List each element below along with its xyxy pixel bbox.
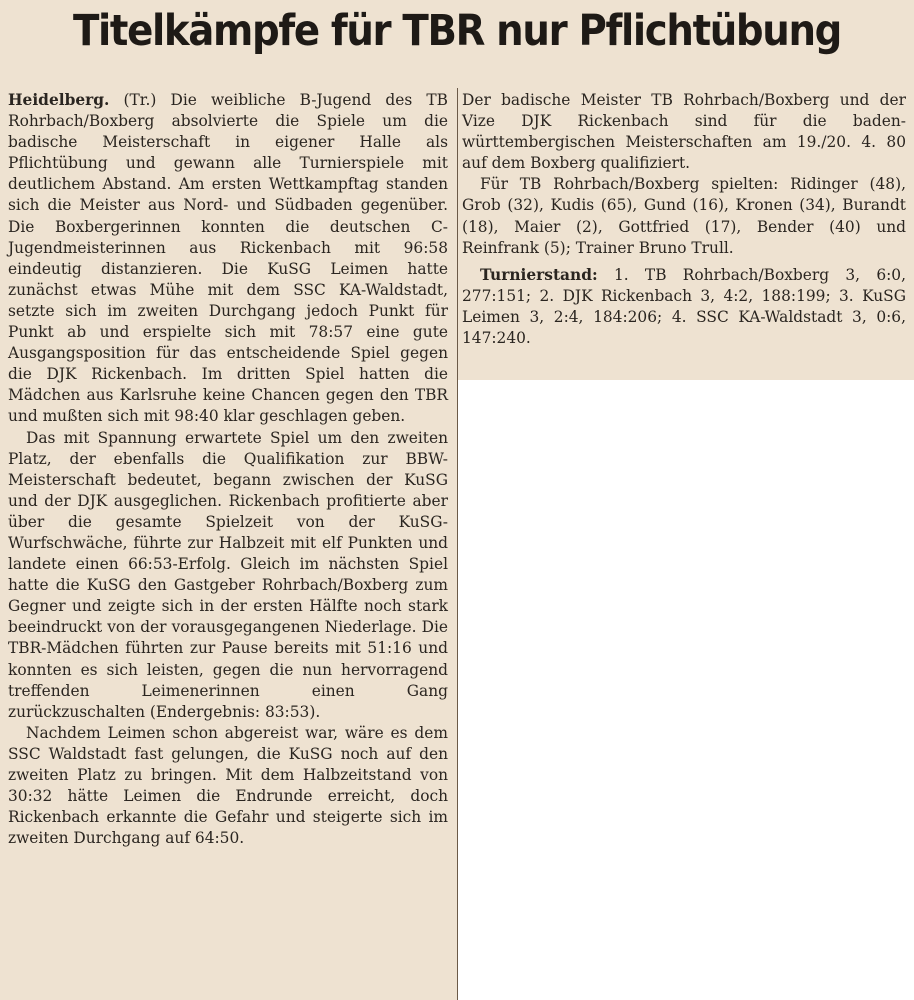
paragraph-intro [8, 90, 448, 428]
paragraph-standings [462, 265, 906, 349]
standings-text: 1. TB Rohrbach/Boxberg 3, 6:0, 277:151; 2. DJK Rickenbach 3, 4:2, 188:199; 3. KuSG Leimen 3, 2:4, 184:206; 4. SSC KA-Waldstadt 3, 0:6, 147:240. [462, 265, 906, 348]
standings-label: Turnierstand: [480, 265, 598, 284]
paragraph-players: Für TB Rohrbach/Boxberg spielten: Ridinger (48), Grob (32), Kudis (65), Gund (16), Kronen (34), Burandt (18), Maier (2), Gottfried (17), Bender (40) und Reinfrank (5); Trainer Bruno Trull. [462, 175, 906, 257]
paragraph-final-game: Nachdem Leimen schon abgereist war, wäre es dem SSC Waldstadt fast gelungen, die KuSG noch auf den zweiten Platz zu bringen. Mit dem Halbzeitstand von 30:32 hätte Leimen die Endrunde erreicht, doch Rickenbach erkannte die Gefahr und steigerte sich im zweiten Durchgang auf 64:50. [8, 723, 448, 848]
paragraph-qualification: Der badische Meister TB Rohrbach/Boxberg und der Vize DJK Rickenbach sind für die baden-württembergischen Meisterschaften am 19./20. 4. 80 auf dem Boxberg qualifiziert. [462, 91, 906, 173]
headline: Titelkämpfe für TBR nur Pflichtübung [72, 6, 842, 56]
paragraph-second-place-game: Das mit Spannung erwartete Spiel um den zweiten Platz, der ebenfalls die Qualifikation zur BBW-Meisterschaft bedeutet, begann zwischen der KuSG und der DJK ausgeglichen. Rickenbach profitierte aber über die gesamte Spielzeit von der KuSG-Wurfschwäche, führte zur Halbzeit mit elf Punkten und landete einen 66:53-Erfolg. Gleich im nächsten Spiel hatte die KuSG den Gastgeber Rohrbach/Boxberg zum Gegner und zeigte sich in der ersten Hälfte noch stark beeindruckt von der vorausgegangenen Niederlage. Die TBR-Mädchen führten zur Pause bereits mit 51:16 und konnten es sich leisten, gegen die nun hervorragend treffenden Leimenerinnen einen Gang zurückzuschalten (Endergebnis: 83:53). [8, 428, 448, 721]
right-column [462, 90, 906, 349]
paragraph-intro-text: (Tr.) Die weibliche B-Jugend des TB Rohrbach/Boxberg absolvierte die Spiele um die badische Meisterschaft in eigener Halle als Pflichtübung und gewann alle Turnierspiele mit deutlichem Abstand. Am ersten Wettkampftag standen sich die Meister aus Nord- und Südbaden gegenüber. Die Boxbergerinnen konnten die deutschen C-Jugendmeisterinnen aus Rickenbach mit 96:58 eindeutig distanzieren. Die KuSG Leimen hatte zunächst etwas Mühe mit dem SSC KA-Waldstadt, setzte sich im zweiten Durchgang jedoch Punkt für Punkt ab und erspielte sich mit 78:57 eine gute Ausgangsposition für das entscheidende Spiel gegen die DJK Rickenbach. Im dritten Spiel hatten die Mädchen aus Karlsruhe keine Chancen gegen den TBR und mußten sich mit 98:40 klar geschlagen geben. [8, 91, 448, 426]
left-column [8, 90, 448, 849]
dateline: Heidelberg. [8, 91, 110, 109]
